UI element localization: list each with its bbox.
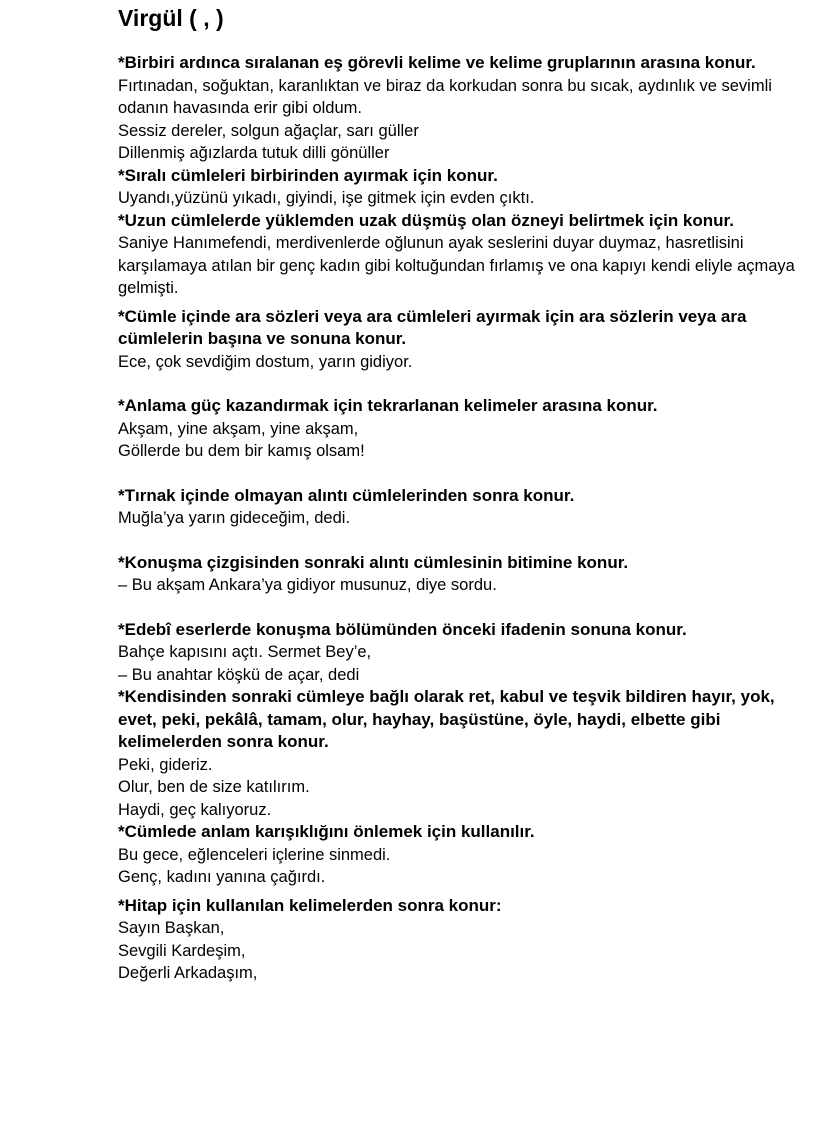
section-dialogue-dash [118, 552, 798, 597]
section-rule: *Hitap için kullanılan kelimelerden sonra konur: [118, 895, 502, 915]
section-example: Sevgili Kardeşim, [118, 941, 246, 960]
section-rule: *Sıralı cümleleri birbirinden ayırmak için konur. [118, 165, 498, 185]
section-example: Bu gece, eğlenceleri içlerine sinmedi. [118, 845, 391, 864]
section-example: Olur, ben de size katılırım. [118, 778, 310, 796]
section-example: Göllerde bu dem bir kamış olsam! [118, 442, 365, 460]
section-literary-dialogue [118, 619, 798, 687]
section-rule: *Anlama güç kazandırmak için tekrarlanan kelimeler arasına konur. [118, 396, 658, 415]
section-ambiguity [118, 821, 798, 889]
section-list-items [118, 52, 798, 165]
section-example: Peki, gideriz. [118, 755, 213, 774]
section-example: Muğla’ya yarın gideceğim, dedi. [118, 509, 351, 527]
section-example: Haydi, geç kalıyoruz. [118, 800, 272, 819]
section-example: Bahçe kapısını açtı. Sermet Bey’e, [118, 643, 372, 661]
section-example: Dillenmiş ağızlarda tutuk dilli gönüller [118, 144, 390, 162]
section-example: Akşam, yine akşam, yine akşam, [118, 419, 359, 438]
section-example: Sayın Başkan, [118, 919, 225, 937]
section-distant-subject [118, 210, 798, 300]
section-example: Değerli Arkadaşım, [118, 964, 258, 982]
section-rule: *Tırnak içinde olmayan alıntı cümlelerinden sonra konur. [118, 485, 575, 505]
section-rule: *Birbiri ardınca sıralanan eş görevli kelime ve kelime gruplarının arasına konur. [118, 53, 756, 72]
page-title: Virgül ( , ) [118, 5, 224, 31]
section-example: Saniye Hanımefendi, merdivenlerde oğlunun ayak seslerini duyar duymaz, hasretlisini karşılamaya atılan bir genç kadın gibi koltuğundan fırlamış ve ona kapıyı kendi eliyle açmaya gelmişti. [118, 234, 795, 297]
section-example: – Bu anahtar köşkü de açar, dedi [118, 665, 360, 684]
section-rule: *Uzun cümlelerde yüklemden uzak düşmüş olan özneyi belirtmek için konur. [118, 210, 734, 230]
section-example: Uyandı,yüzünü yıkadı, giyindi, işe gitmek için evden çıktı. [118, 189, 535, 207]
section-rule: *Cümlede anlam karışıklığını önlemek için kullanılır. [118, 822, 535, 841]
section-address [118, 895, 798, 985]
section-repetition [118, 395, 798, 463]
section-rule: *Kendisinden sonraki cümleye bağlı olarak ret, kabul ve teşvik bildiren hayır, yok, evet, peki, pekâlâ, tamam, olur, hayhay, başüstüne, öyle, haydi, elbette gibi kelimelerden sonra konur. [118, 687, 775, 751]
section-example: Fırtınadan, soğuktan, karanlıktan ve biraz da korkudan sonra bu sıcak, aydınlık ve sevimli odanın havasında erir gibi oldum. [118, 76, 772, 117]
section-example: – Bu akşam Ankara’ya gidiyor musunuz, diye sordu. [118, 576, 497, 594]
section-example: Ece, çok sevdiğim dostum, yarın gidiyor. [118, 352, 413, 371]
section-affirmation-words [118, 686, 798, 821]
section-rule: *Cümle içinde ara sözleri veya ara cümleleri ayırmak için ara sözlerin veya ara cümlelerin başına ve sonuna konur. [118, 306, 747, 348]
document-page [118, 4, 798, 985]
section-parenthetical [118, 306, 798, 374]
section-rule: *Konuşma çizgisinden sonraki alıntı cümlesinin bitimine konur. [118, 552, 629, 572]
section-example: Sessiz dereler, solgun ağaçlar, sarı güller [118, 121, 419, 140]
section-example: Genç, kadını yanına çağırdı. [118, 868, 326, 886]
section-rule: *Edebî eserlerde konuşma bölümünden önceki ifadenin sonuna konur. [118, 619, 687, 639]
section-unquoted-quote [118, 485, 798, 530]
section-ordered-sentences [118, 165, 798, 210]
